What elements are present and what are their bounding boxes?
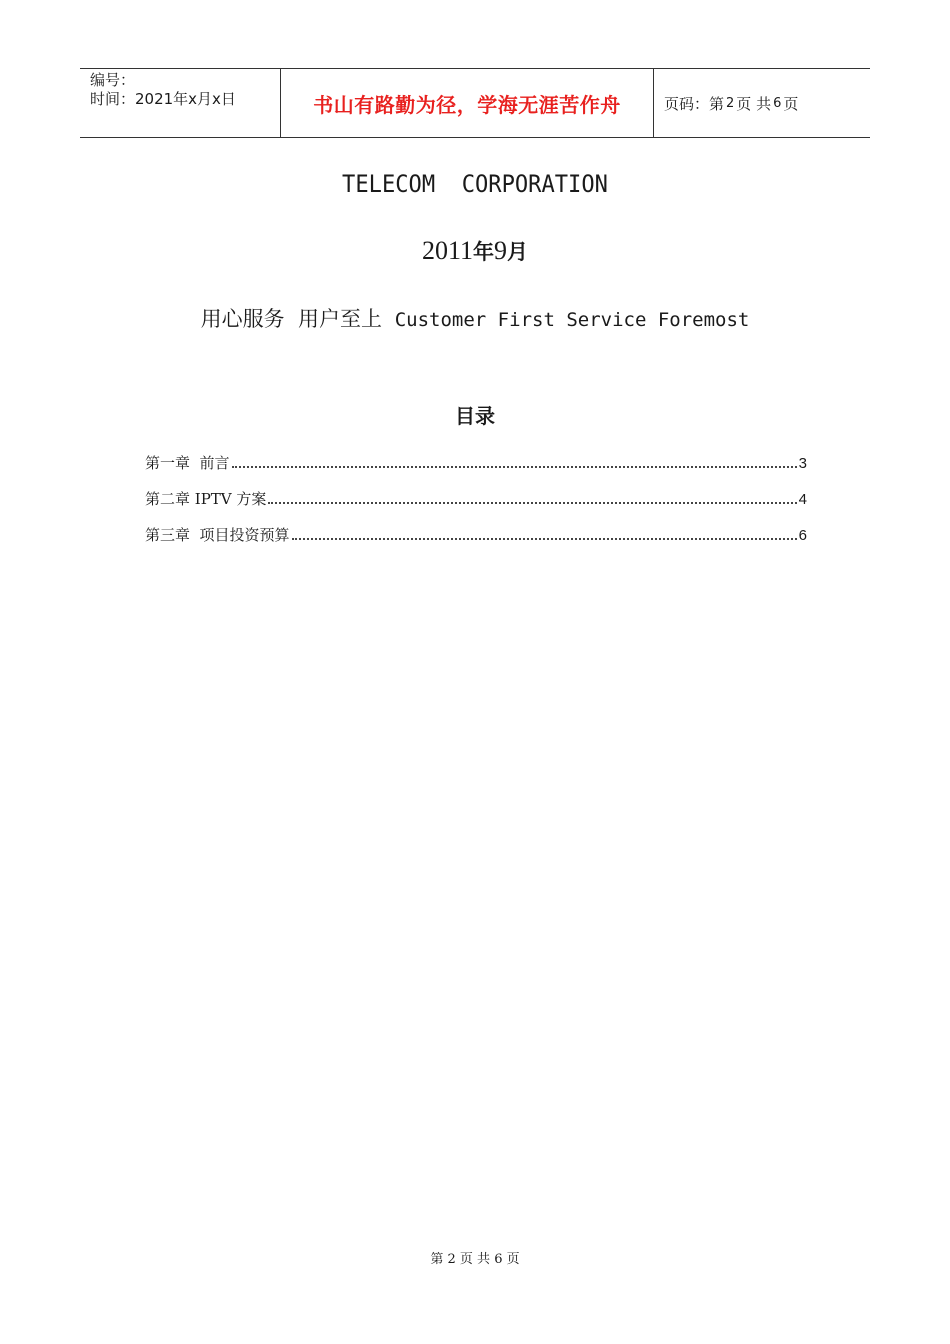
date-month: 9 [494,236,508,265]
toc-leader-dots [268,501,796,504]
document-header [80,68,870,138]
date-month-unit: 月 [507,240,529,264]
page-current: 2 [726,95,735,111]
toc-entry-page: 4 [798,491,807,508]
header-page-info [654,69,870,137]
date-year: 2011 [421,236,474,265]
time-label: 时间：2021年x月x日 [90,90,236,108]
toc-entry[interactable] [145,452,807,488]
slogan-en: Customer First Service Foremost [394,309,750,331]
page-footer: 第 2 页 共 6 页 [430,1252,520,1267]
toc-entry-label: 第二章 IPTV 方案 [145,490,267,508]
toc-leader-dots [292,537,797,540]
document-date [0,236,950,266]
toc-entry[interactable] [145,524,807,560]
toc-entry-page: 3 [798,455,807,472]
toc-entry-label: 第一章 前言 [145,454,230,472]
page-total: 6 [773,95,782,111]
header-info-cell [80,69,281,137]
toc-title: 目录 [455,404,495,428]
table-of-contents [145,452,807,560]
company-name: TELECOM CORPORATION [342,170,608,198]
page-mid: 页 共 [736,94,772,113]
page-prefix: 页码：第 [664,94,725,113]
toc-leader-dots [232,465,797,468]
number-label: 编号： [90,71,136,89]
slogan-cn: 用心服务 用户至上 [200,307,383,331]
toc-entry-page: 6 [798,527,807,544]
toc-entry-label: 第三章 项目投资预算 [145,526,290,544]
date-year-unit: 年 [473,240,495,264]
toc-entry[interactable] [145,488,807,524]
page-suffix: 页 [783,94,799,113]
slogan [0,303,950,333]
header-motto: 书山有路勤为径，学海无涯苦作舟 [281,69,654,137]
